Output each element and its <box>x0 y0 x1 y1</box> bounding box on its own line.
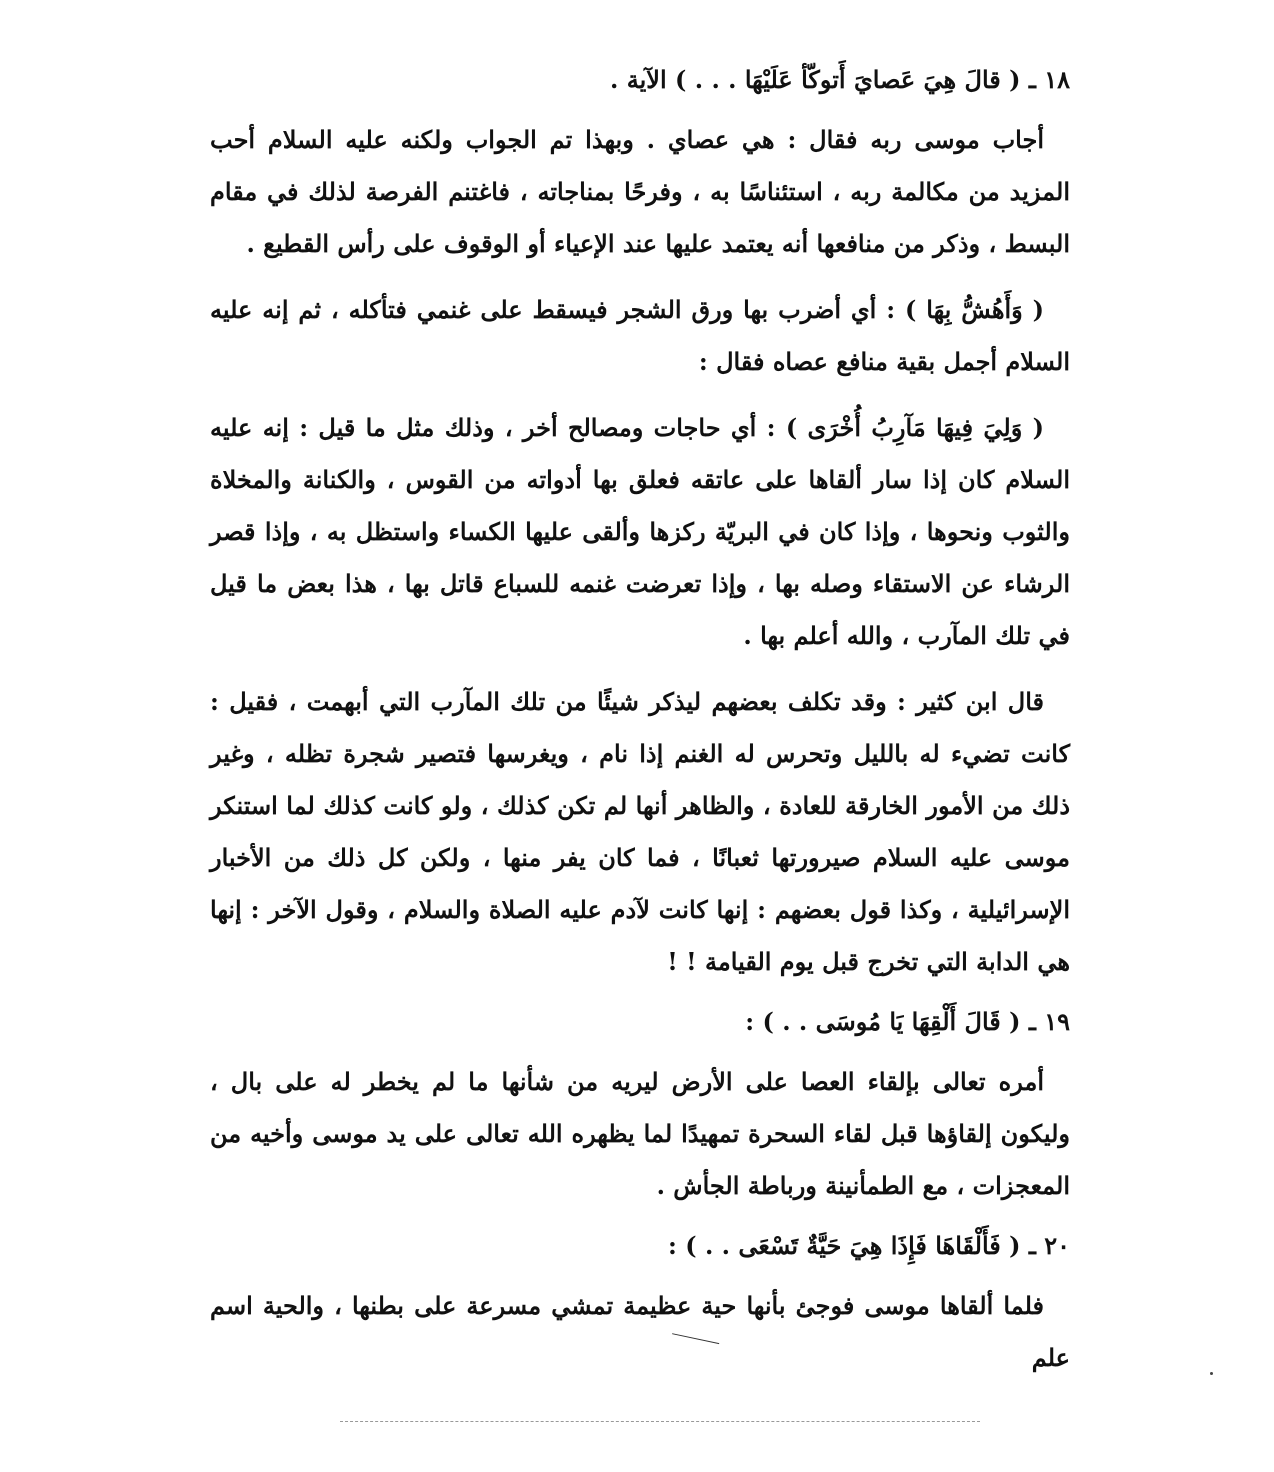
page-body <box>210 60 1070 1398</box>
scan-bottom-edge <box>340 1421 980 1422</box>
section-18 <box>210 60 1070 988</box>
section-20 <box>210 1226 1070 1384</box>
paragraph: ( وَلِيَ فِيهَا مَآرِبُ أُخْرَى ) : أي حاجات ومصالح أخر ، وذلك مثل ما قيل : إنه عليه السلام كان إذا سار ألقاها على عاتقه فعلق بها أدواته من القوس ، والكنانة والمخلاة والثوب ونحوها ، وإذا كان في البريّة ركزها وألقى عليها الكساء واستظل به ، وإذا قصر الرشاء عن الاستقاء وصله بها ، وإذا تعرضت غنمه للسباع قاتل بها ، هذا بعض ما قيل في تلك المآرب ، والله أعلم بها . <box>210 413 1071 650</box>
section-heading: ١٩ ـ ( قَالَ أَلْقِهَا يَا مُوسَى . . ) : <box>745 1007 1070 1036</box>
section-heading: ١٨ ـ ( قالَ هِيَ عَصايَ أَتوكّأ عَلَيْهَا . . . ) الآية . <box>610 65 1070 94</box>
section-19 <box>210 1002 1070 1212</box>
paragraph: فلما ألقاها موسى فوجئ بأنها حية عظيمة تمشي مسرعة على بطنها ، والحية اسم علم <box>210 1291 1070 1372</box>
paragraph: ( وَأَهُشُّ بِهَا ) : أي أضرب بها ورق الشجر فيسقط على غنمي فتأكله ، ثم إنه عليه السلام أجمل بقية منافع عصاه فقال : <box>210 295 1070 376</box>
scan-speck <box>1210 1372 1213 1375</box>
section-heading: ٢٠ ـ ( فَأَلْقَاهَا فَإِذَا هِيَ حَيَّةٌ تَسْعَى . . ) : <box>668 1231 1070 1260</box>
paragraph: أمره تعالى بإلقاء العصا على الأرض ليريه من شأنها ما لم يخطر له على بال ، وليكون إلقاؤها قبل لقاء السحرة تمهيدًا لما يظهره الله تعالى على يد موسى وأخيه من المعجزات ، مع الطمأنينة ورباطة الجأش . <box>210 1067 1070 1200</box>
paragraph: أجاب موسى ربه فقال : هي عصاي . وبهذا تم الجواب ولكنه عليه السلام أحب المزيد من مكالمة ربه ، استئناسًا به ، وفرحًا بمناجاته ، فاغتنم الفرصة لذلك في مقام البسط ، وذكر من منافعها أنه يعتمد عليها عند الإعياء أو الوقوف على رأس القطيع . <box>210 125 1070 258</box>
paragraph: قال ابن كثير : وقد تكلف بعضهم ليذكر شيئًا من تلك المآرب التي أبهمت ، فقيل : كانت تضيء له بالليل وتحرس له الغنم إذا نام ، ويغرسها فتصير شجرة تظله ، وغير ذلك من الأمور الخارقة للعادة ، والظاهر أنها لم تكن كذلك ، ولو كانت كذلك لما استنكر موسى عليه السلام صيرورتها ثعبانًا ، فما كان يفر منها ، ولكن كل ذلك من الأخبار الإسرائيلية ، وكذا قول بعضهم : إنها كانت لآدم عليه الصلاة والسلام ، وقول الآخر : إنها هي الدابة التي تخرج قبل يوم القيامة ! ! <box>210 687 1071 976</box>
